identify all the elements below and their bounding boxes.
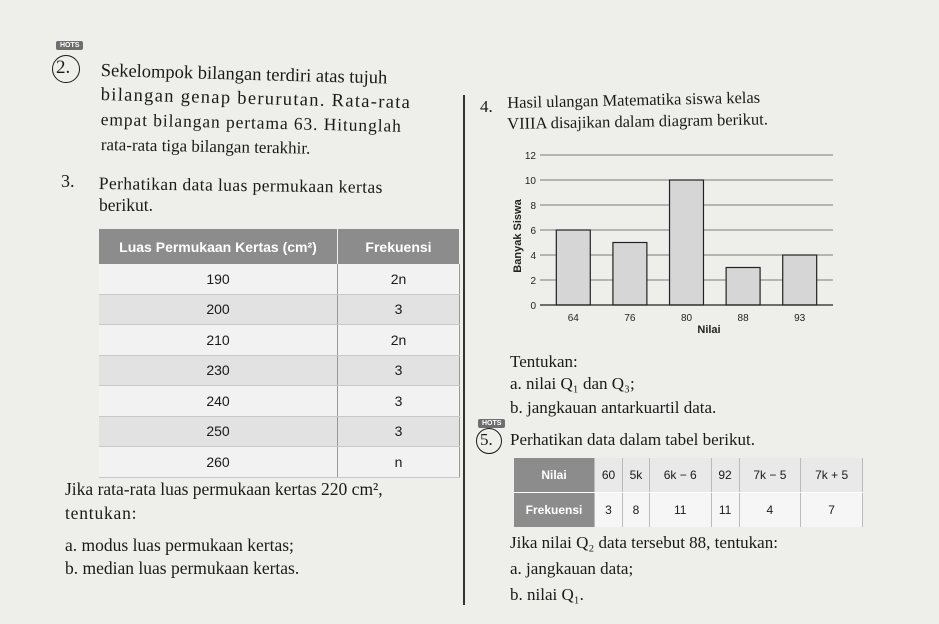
table-row	[99, 325, 460, 356]
table-row	[514, 493, 863, 528]
question-3-item-b: b. median luas permukaan kertas.	[65, 558, 300, 578]
question-4-item-b: b. jangkauan antarkuartil data.	[510, 398, 717, 417]
score-frequency-table	[514, 458, 863, 527]
question-5-condition: Jika nilai Q₂ data tersebut 88, tentukan:	[510, 533, 778, 552]
table-cell: 60	[595, 458, 623, 493]
question-3-item-a: a. modus luas permukaan kertas;	[65, 535, 294, 555]
table-cell: 11	[711, 493, 739, 528]
table-cell: 7k − 5	[739, 458, 801, 493]
table-row	[99, 416, 460, 447]
table-row	[99, 355, 460, 386]
table-cell: 3	[338, 416, 460, 447]
y-axis-label: Banyak Siswa	[512, 199, 524, 273]
surface-area-table	[99, 229, 460, 478]
table-cell: 92	[711, 458, 739, 493]
table-cell: 250	[99, 416, 338, 447]
x-axis-label: Nilai	[697, 324, 721, 336]
table-header-frequency: Frekuensi	[338, 229, 460, 264]
table-cell: 2n	[338, 264, 460, 294]
hots-badge: HOTS	[478, 419, 505, 428]
y-tick-label: 4	[530, 251, 536, 262]
y-tick-label: 0	[530, 301, 536, 312]
table-cell: 240	[99, 386, 338, 417]
table-cell: 11	[649, 493, 711, 528]
question-3-line-2: berikut.	[99, 195, 153, 215]
table-cell: 4	[739, 493, 801, 528]
x-tick-label: 88	[737, 313, 749, 324]
question-2-line-2: bilangan genap berurutan. Rata-rata	[100, 84, 412, 114]
table-cell: 5k	[623, 458, 650, 493]
table-cell: 230	[99, 355, 338, 386]
table-cell: 7	[801, 493, 863, 528]
table-cell: 7k + 5	[801, 458, 863, 493]
question-2-line-1: Sekelompok bilangan terdiri atas tujuh	[100, 60, 388, 89]
table-header-area: Luas Permukaan Kertas (cm²)	[99, 229, 338, 264]
bar-88	[726, 268, 760, 306]
y-tick-label: 12	[524, 151, 536, 162]
question-2-line-3: empat bilangan pertama 63. Hitunglah	[100, 108, 403, 136]
table-row	[99, 386, 460, 417]
table-cell: 210	[99, 325, 338, 356]
question-4-item-a: a. nilai Q₁ dan Q₃;	[510, 374, 635, 393]
question-4-tentukan: Tentukan:	[510, 352, 578, 371]
table-cell: 3	[338, 386, 460, 417]
question-4-line-1: Hasil ulangan Matematika siswa kelas	[507, 87, 761, 112]
question-3-condition: Jika rata-rata luas permukaan kertas 220 cm²,	[65, 479, 383, 499]
question-5-item-b: b. nilai Q₁.	[510, 585, 584, 604]
question-4-line-2: VIIIA disajikan dalam diagram berikut.	[507, 109, 769, 133]
bar-64	[556, 230, 590, 305]
table-cell: 8	[623, 493, 650, 528]
table-cell: 6k − 6	[649, 458, 711, 493]
y-tick-label: 2	[530, 276, 536, 287]
question-3-number: 3.	[61, 171, 75, 191]
table-cell: n	[338, 447, 460, 478]
score-bar-chart	[498, 140, 843, 340]
table-header-score: Nilai	[514, 458, 595, 493]
x-tick-label: 80	[680, 313, 693, 324]
question-2-number: 2.	[56, 57, 71, 78]
question-5-line: Perhatikan data dalam tabel berikut.	[510, 430, 755, 449]
y-tick-label: 8	[530, 201, 536, 212]
y-tick-label: 6	[530, 226, 536, 237]
table-cell: 200	[99, 294, 338, 325]
column-divider	[463, 95, 465, 605]
hots-badge: HOTS	[56, 41, 83, 50]
bar-76	[613, 243, 647, 306]
bar-80	[670, 180, 704, 305]
table-cell: 3	[338, 355, 460, 386]
table-cell: 260	[99, 447, 338, 478]
table-row	[99, 447, 460, 478]
question-5-item-a: a. jangkauan data;	[510, 559, 634, 578]
question-2-line-4: rata-rata tiga bilangan terakhir.	[100, 134, 311, 158]
question-4-number: 4.	[480, 97, 493, 116]
bar-93	[783, 255, 817, 305]
table-cell: 3	[338, 294, 460, 325]
table-cell: 3	[595, 493, 623, 528]
question-3-line-1: Perhatikan data luas permukaan kertas	[98, 172, 383, 197]
table-cell: 190	[99, 264, 338, 294]
table-header-frequency: Frekuensi	[514, 493, 595, 528]
table-row	[99, 264, 460, 294]
table-row	[514, 458, 863, 493]
x-tick-label: 76	[624, 313, 636, 324]
question-5-number: 5.	[480, 430, 493, 449]
table-row	[99, 294, 460, 325]
y-tick-label: 10	[524, 176, 536, 187]
question-3-tentukan: tentukan:	[65, 503, 138, 523]
x-tick-label: 64	[567, 313, 579, 324]
x-tick-label: 93	[794, 313, 806, 324]
table-cell: 2n	[338, 325, 460, 356]
